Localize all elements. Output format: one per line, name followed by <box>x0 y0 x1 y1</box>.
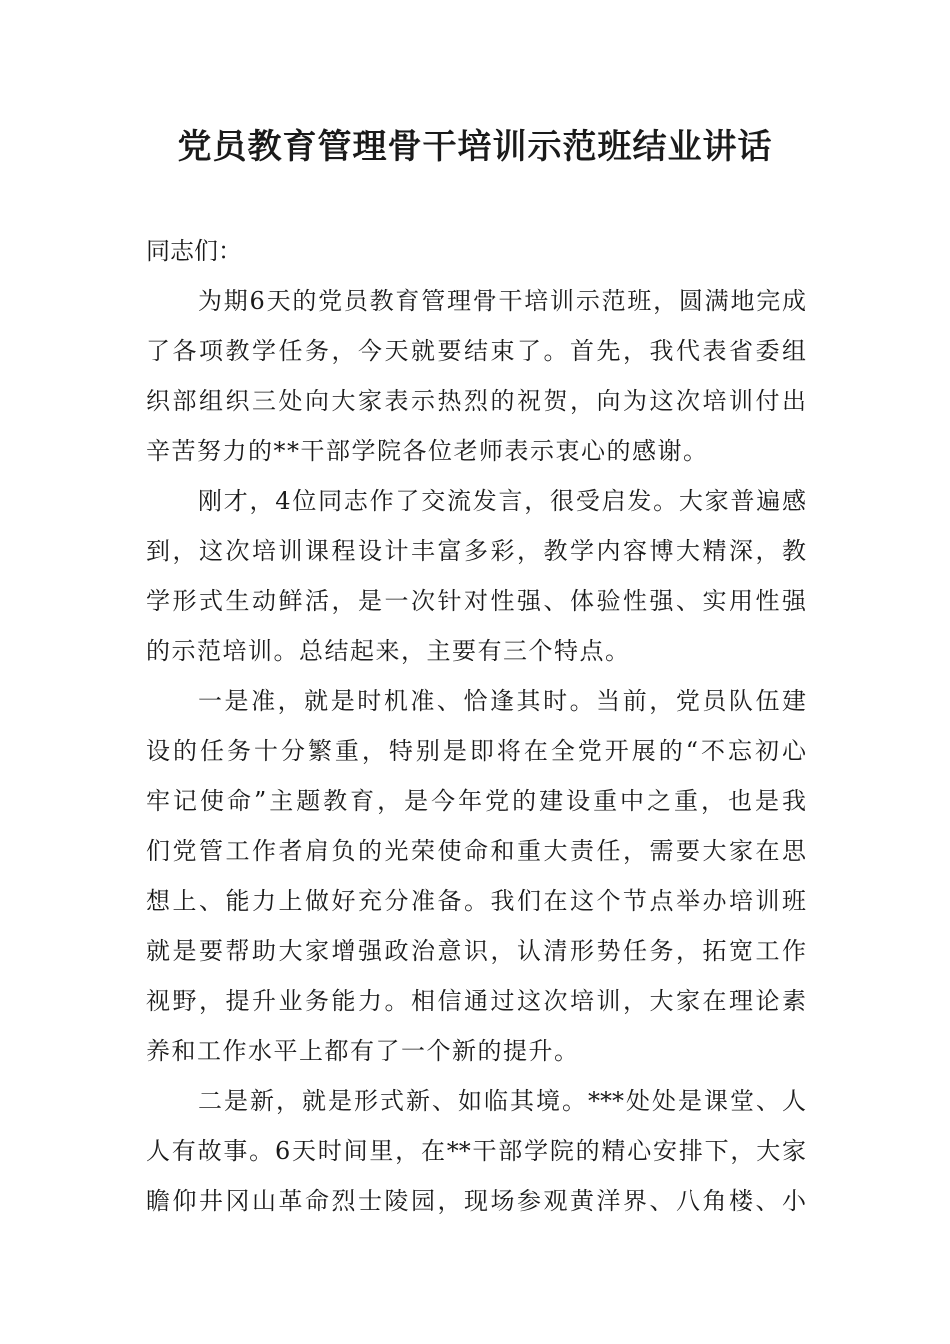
paragraph-3-line-4: 们党管工作者肩负的光荣使命和重大责任，需要大家在思 <box>146 837 806 865</box>
paragraph-2-line-2: 到，这次培训课程设计丰富多彩，教学内容博大精深，教 <box>146 537 806 565</box>
paragraph-3-line-3: 牢记使命”主题教育，是今年党的建设重中之重，也是我 <box>146 787 806 815</box>
paragraph-1-line-1: 为期6天的党员教育管理骨干培训示范班，圆满地完成 <box>198 287 806 315</box>
paragraph-3-line-2: 设的任务十分繁重，特别是即将在全党开展的“不忘初心 <box>146 737 806 765</box>
paragraph-3-line-8: 养和工作水平上都有了一个新的提升。 <box>146 1037 580 1065</box>
paragraph-1-line-3: 织部组织三处向大家表示热烈的祝贺，向为这次培训付出 <box>146 387 806 415</box>
paragraph-4-line-2: 人有故事。6天时间里，在**干部学院的精心安排下，大家 <box>146 1137 806 1165</box>
document-title: 党员教育管理骨干培训示范班结业讲话 <box>177 127 773 167</box>
paragraph-3-line-6: 就是要帮助大家增强政治意识，认清形势任务，拓宽工作 <box>146 937 806 965</box>
salutation: 同志们： <box>146 237 242 265</box>
paragraph-3-line-7: 视野，提升业务能力。相信通过这次培训，大家在理论素 <box>146 987 806 1015</box>
paragraph-4-line-3: 瞻仰井冈山革命烈士陵园，现场参观黄洋界、八角楼、小 <box>146 1187 806 1215</box>
paragraph-1-line-2: 了各项教学任务，今天就要结束了。首先，我代表省委组 <box>146 337 806 365</box>
paragraph-2-line-1: 刚才，4位同志作了交流发言，很受启发。大家普遍感 <box>198 487 806 515</box>
paragraph-2-line-4: 的示范培训。总结起来，主要有三个特点。 <box>146 637 631 665</box>
paragraph-2-line-3: 学形式生动鲜活，是一次针对性强、体验性强、实用性强 <box>146 587 806 615</box>
paragraph-4-line-1: 二是新，就是形式新、如临其境。***处处是课堂、人 <box>198 1087 806 1115</box>
paragraph-3-line-1: 一是准，就是时机准、恰逢其时。当前，党员队伍建 <box>198 687 806 715</box>
paragraph-1-line-4: 辛苦努力的**干部学院各位老师表示衷心的感谢。 <box>146 437 709 465</box>
paragraph-3-line-5: 想上、能力上做好充分准备。我们在这个节点举办培训班 <box>146 887 806 915</box>
